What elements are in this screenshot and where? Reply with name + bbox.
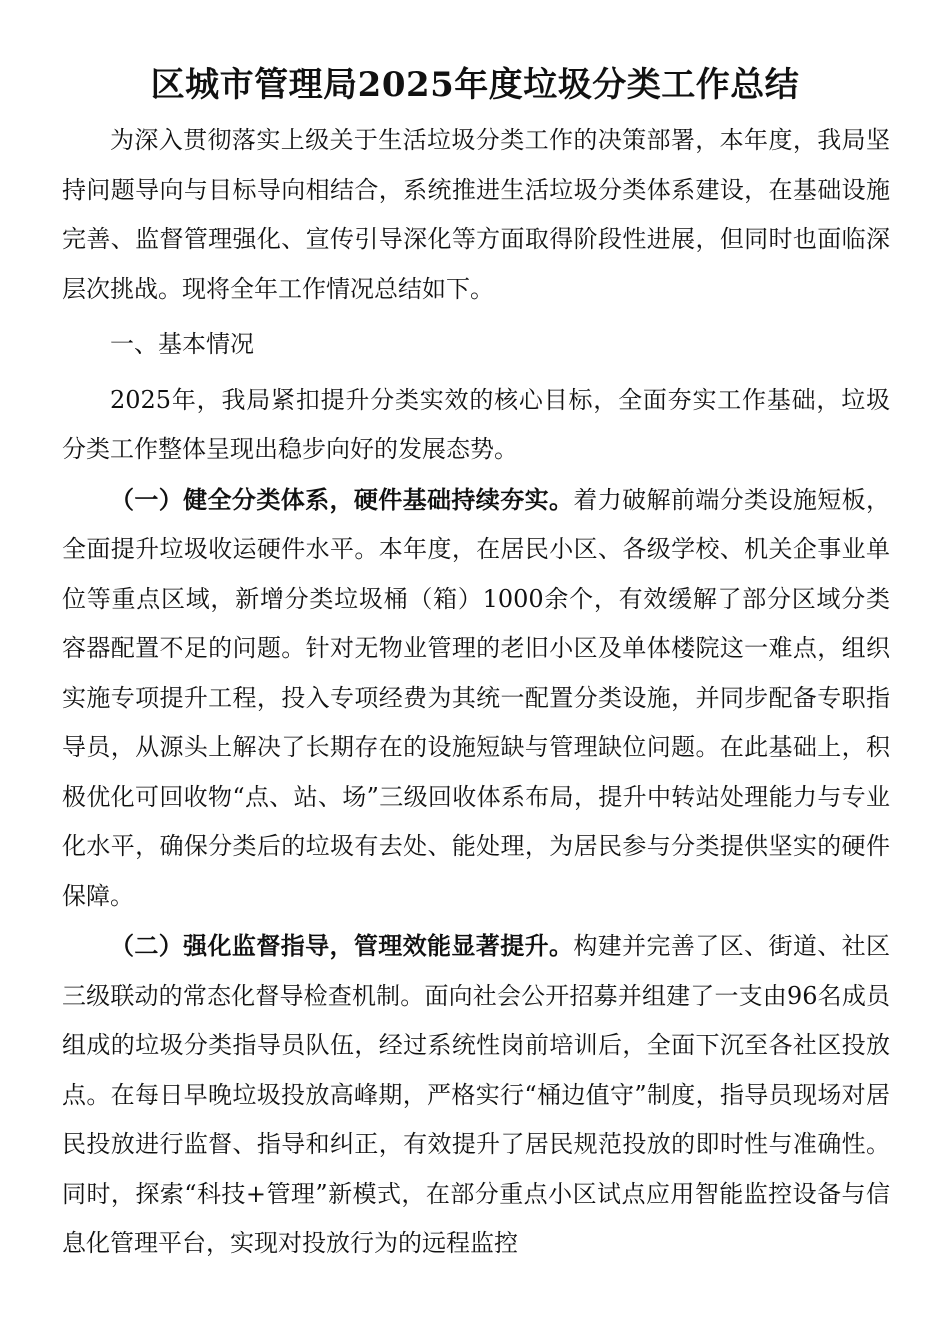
document-title: 区城市管理局2025年度垃圾分类工作总结 xyxy=(150,65,800,105)
item-1-paragraph xyxy=(62,475,890,922)
item-2-lead: （二）强化监督指导，管理效能显著提升。 xyxy=(110,931,574,960)
section-intro-paragraph: 2025年，我局紧扣提升分类实效的核心目标，全面夯实工作基础，垃圾分类工作整体呈现出稳步向好的发展态势。 xyxy=(62,385,890,463)
item-1-lead: （一）健全分类体系，硬件基础持续夯实。 xyxy=(110,484,574,514)
intro-paragraph: 为深入贯彻落实上级关于生活垃圾分类工作的决策部署，本年度，我局坚持问题导向与目标导向相结合，系统推进生活垃圾分类体系建设，在基础设施完善、监督管理强化、宣传引导深化等方面取得阶段性进展，但同时也面临深层次挑战。现将全年工作情况总结如下。 xyxy=(62,126,890,303)
section-heading: 一、基本情况 xyxy=(110,330,254,358)
document-body xyxy=(62,116,890,1269)
item-2-text: 构建并完善了区、街道、社区三级联动的常态化督导检查机制。面向社会公开招募并组建了一支由96名成员组成的垃圾分类指导员队伍，经过系统性岗前培训后，全面下沉至各社区投放点。在每日早晚垃圾投放高峰期，严格实行“桶边值守”制度，指导员现场对居民投放进行监督、指导和纠正，有效提升了居民规范投放的即时性与准确性。同时，探索“科技+管理”新模式，在部分重点小区试点应用智能监控设备与信息化管理平台，实现对投放行为的远程监控 xyxy=(62,932,891,1257)
item-1-text: 着力破解前端分类设施短板，全面提升垃圾收运硬件水平。本年度，在居民小区、各级学校、机关企事业单位等重点区域，新增分类垃圾桶（箱）1000余个，有效缓解了部分区域分类容器配置不足的问题。针对无物业管理的老旧小区及单体楼院这一难点，组织实施专项提升工程，投入专项经费为其统一配置分类设施，并同步配备专职指导员，从源头上解决了长期存在的设施短缺与管理缺位问题。在此基础上，积极优化可回收物“点、站、场”三级回收体系布局，提升中转站处理能力与专业化水平，确保分类后的垃圾有去处、能处理，为居民参与分类提供坚实的硬件保障。 xyxy=(62,485,891,910)
item-2-paragraph xyxy=(62,921,890,1269)
